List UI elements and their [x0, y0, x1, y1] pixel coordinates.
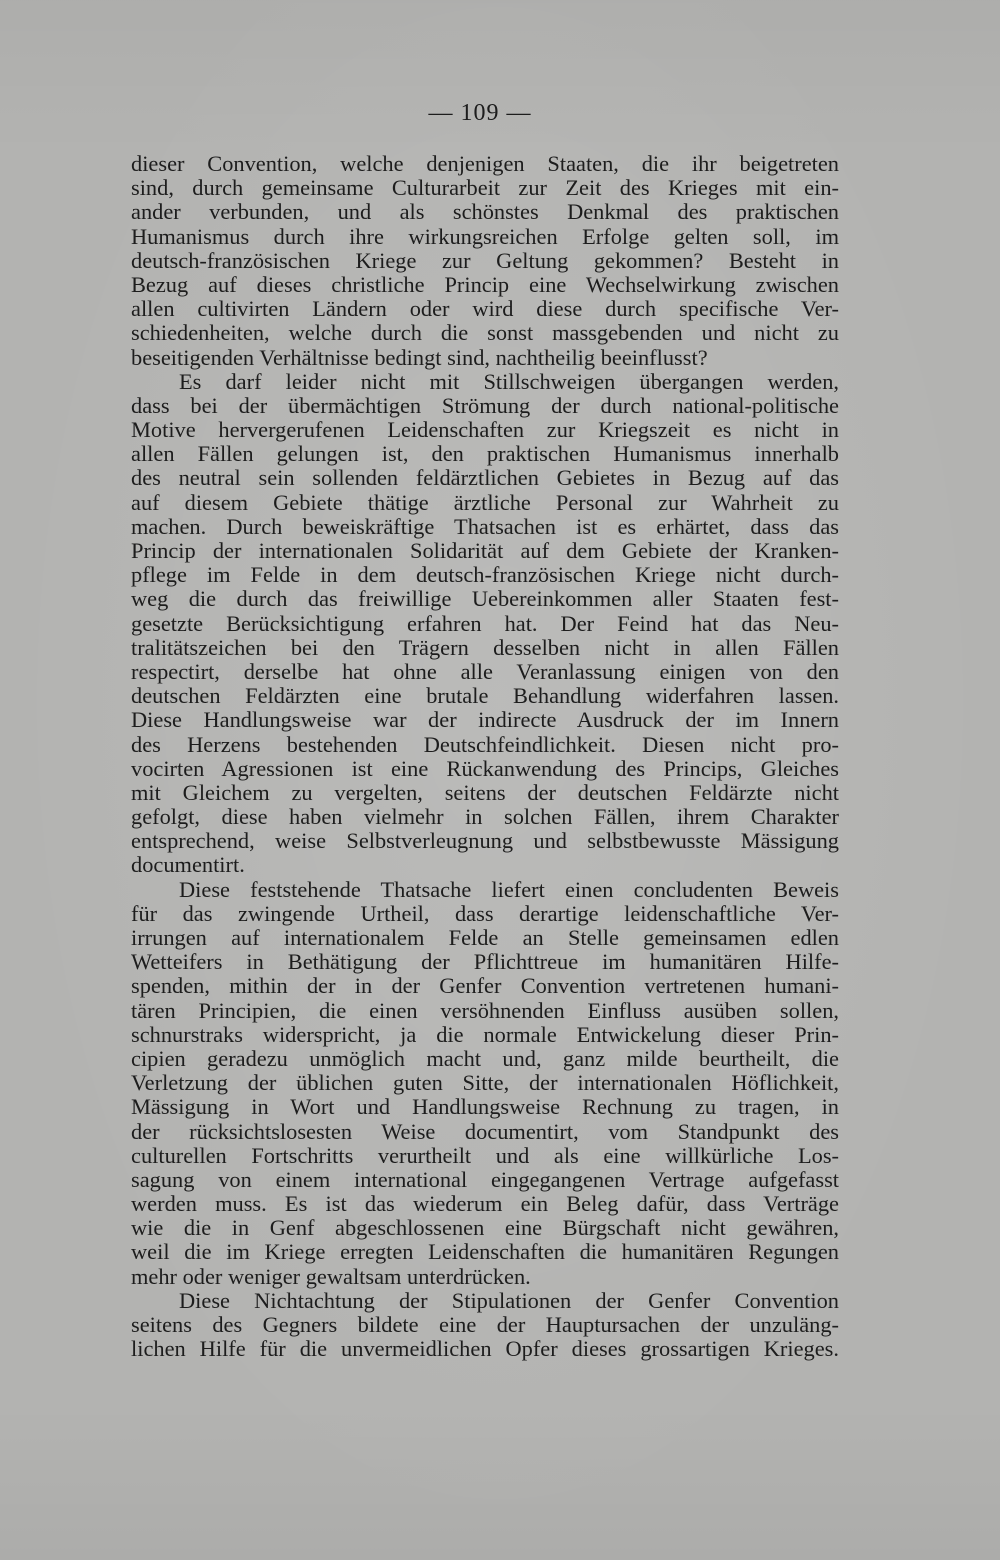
- text-line: des Herzens bestehenden Deutschfeindlichkeit. Diesen nicht pro-: [131, 731, 839, 757]
- text-line: Princip der internationalen Solidarität auf dem Gebiete der Kranken-: [131, 538, 839, 563]
- text-line: dass bei der übermächtigen Strömung der durch national-politische: [131, 392, 839, 418]
- paragraph-1: [131, 152, 839, 370]
- text-line: gefolgt, diese haben vielmehr in solchen Fällen, ihrem Charakter: [131, 804, 839, 830]
- page-number: — 109 —: [428, 100, 532, 126]
- text-line: documentirt.: [131, 852, 245, 878]
- text-line: Mässigung in Wort und Handlungsweise Rechnung zu tragen, in: [131, 1094, 839, 1120]
- text-line: allen Fällen gelungen ist, den praktischen Humanismus innerhalb: [131, 441, 839, 467]
- text-line: weil die im Kriege erregten Leidenschaften die humanitären Regungen: [131, 1239, 839, 1265]
- paragraph-2: [131, 370, 839, 878]
- text-line: Wetteifers in Bethätigung der Pflichttreue im humanitären Hilfe-: [131, 949, 839, 975]
- text-line: entsprechend, weise Selbstverleugnung und selbstbewusste Mässigung: [131, 828, 839, 854]
- text-line: Motive hervergerufenen Leidenschaften zur Kriegszeit es nicht in: [131, 417, 839, 443]
- text-line: deutschen Feldärzten eine brutale Behandlung widerfahren lassen.: [131, 683, 839, 709]
- text-line: Diese Handlungsweise war der indirecte Ausdruck der im Innern: [131, 707, 839, 733]
- text-line: des neutral sein sollenden feldärztlichen Gebietes in Bezug auf das: [131, 465, 839, 491]
- text-line: machen. Durch beweiskräftige Thatsachen ist es erhärtet, dass das: [131, 513, 839, 539]
- text-line: allen cultivirten Ländern oder wird diese durch specifische Ver-: [131, 296, 839, 322]
- text-line: vocirten Agressionen ist eine Rückanwendung des Princips, Gleiches: [131, 755, 839, 781]
- text-line: schnurstraks widerspricht, ja die normale Entwickelung dieser Prin-: [131, 1021, 839, 1047]
- text-line: tralitätszeichen bei den Trägern desselben nicht in allen Fällen: [131, 634, 839, 660]
- text-line: beseitigenden Verhältnisse bedingt sind, nachtheilig beeinflusst?: [131, 344, 708, 370]
- text-line: Verletzung der üblichen guten Sitte, der internationalen Höflichkeit,: [131, 1070, 839, 1096]
- text-line: tären Principien, die einen versöhnenden Einfluss ausüben sollen,: [131, 997, 839, 1023]
- text-line: werden muss. Es ist das wiederum ein Beleg dafür, dass Verträge: [131, 1191, 839, 1217]
- text-line: weg die durch das freiwillige Uebereinkommen aller Staaten fest-: [131, 586, 839, 612]
- text-line: respectirt, derselbe hat ohne alle Veranlassung einigen von den: [131, 658, 839, 684]
- text-line: Diese feststehende Thatsache liefert einen concludenten Beweis: [179, 876, 839, 902]
- text-line: lichen Hilfe für die unvermeidlichen Opfer dieses grossartigen Krieges.: [131, 1336, 839, 1362]
- text-line: Humanismus durch ihre wirkungsreichen Erfolge gelten soll, im: [131, 223, 839, 249]
- paragraph-3: [131, 878, 839, 1289]
- paragraph-4: [131, 1289, 839, 1362]
- text-line: mit Gleichem zu vergelten, seitens der deutschen Feldärzte nicht: [131, 779, 839, 805]
- text-line: seitens des Gegners bildete eine der Hauptursachen der unzuläng-: [131, 1312, 839, 1337]
- text-line: spenden, mithin der in der Genfer Convention vertretenen humani-: [131, 973, 839, 999]
- text-line: wie die in Genf abgeschlossenen eine Bürgschaft nicht gewähren,: [131, 1215, 839, 1241]
- text-line: auf diesem Gebiete thätige ärztliche Personal zur Wahrheit zu: [131, 489, 839, 515]
- text-line: culturellen Fortschritts verurtheilt und als eine willkürliche Los-: [131, 1142, 839, 1168]
- text-line: irrungen auf internationalem Felde an Stelle gemeinsamen edlen: [131, 925, 839, 950]
- text-line: deutsch-französischen Kriege zur Geltung gekommen? Besteht in: [131, 247, 839, 273]
- text-line: dieser Convention, welche denjenigen Staaten, die ihr beigetreten: [131, 151, 839, 176]
- text-line: sagung von einem international eingegangenen Vertrage aufgefasst: [131, 1166, 839, 1192]
- text-line: mehr oder weniger gewaltsam unterdrücken.: [131, 1263, 531, 1289]
- text-line: für das zwingende Urtheil, dass derartige leidenschaftliche Ver-: [131, 900, 839, 926]
- text-line: sind, durch gemeinsame Culturarbeit zur Zeit des Krieges mit ein-: [131, 175, 839, 201]
- text-line: gesetzte Berücksichtigung erfahren hat. Der Feind hat das Neu-: [131, 610, 839, 636]
- text-line: schiedenheiten, welche durch die sonst massgebenden und nicht zu: [131, 320, 839, 346]
- text-line: cipien geradezu unmöglich macht und, ganz milde beurtheilt, die: [131, 1045, 839, 1071]
- text-line: der rücksichtslosesten Weise documentirt, vom Standpunkt des: [131, 1118, 839, 1144]
- text-line: ander verbunden, und als schönstes Denkmal des praktischen: [131, 199, 839, 225]
- text-line: Es darf leider nicht mit Stillschweigen übergangen werden,: [179, 368, 839, 394]
- text-line: Bezug auf dieses christliche Princip eine Wechselwirkung zwischen: [131, 271, 839, 297]
- text-line: Diese Nichtachtung der Stipulationen der Genfer Convention: [179, 1287, 839, 1313]
- body-text: [131, 152, 839, 1361]
- text-line: pflege im Felde in dem deutsch-französischen Kriege nicht durch-: [131, 562, 839, 588]
